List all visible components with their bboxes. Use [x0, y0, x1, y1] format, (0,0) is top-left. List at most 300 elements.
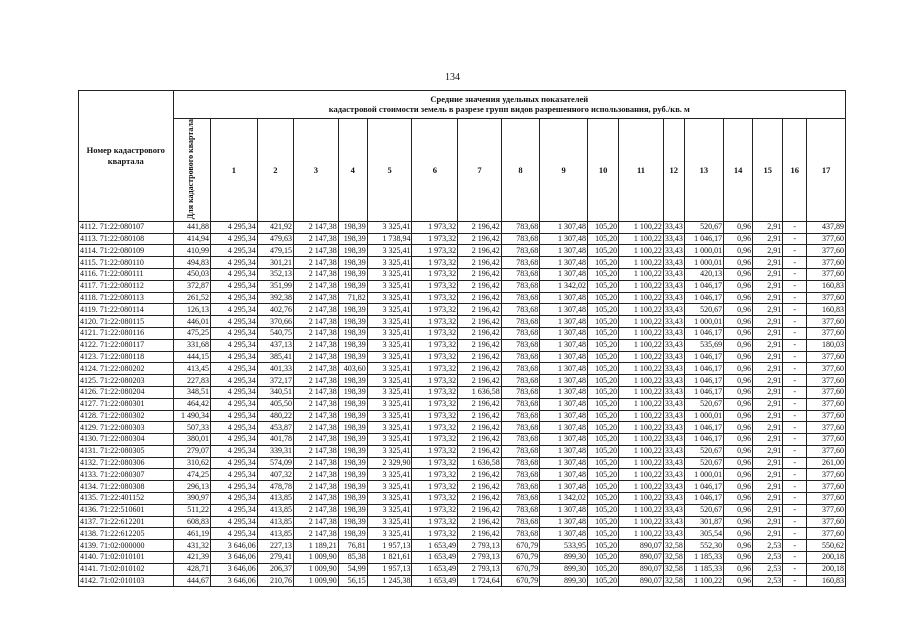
- value-cell: 2 147,38: [294, 528, 339, 540]
- value-cell: 494,83: [173, 257, 210, 269]
- value-cell: 377,60: [807, 292, 846, 304]
- value-cell: 1 973,32: [412, 375, 458, 387]
- value-cell: 0,96: [724, 386, 753, 398]
- value-cell: 2 196,42: [458, 280, 502, 292]
- value-cell: 126,13: [173, 304, 210, 316]
- value-cell: 105,20: [588, 469, 619, 481]
- value-cell: 0,96: [724, 410, 753, 422]
- value-cell: 1 973,32: [412, 434, 458, 446]
- value-cell: 0,96: [724, 304, 753, 316]
- value-cell: 4 295,34: [210, 493, 257, 505]
- value-cell: 0,96: [724, 469, 753, 481]
- value-cell: -: [783, 563, 807, 575]
- value-cell: 1 973,32: [412, 504, 458, 516]
- value-cell: 210,76: [257, 575, 293, 587]
- value-cell: 2 196,42: [458, 493, 502, 505]
- quarter-value-column-header: [173, 119, 210, 222]
- value-cell: -: [783, 493, 807, 505]
- value-cell: 2,91: [753, 516, 783, 528]
- value-cell: 4 295,34: [210, 257, 257, 269]
- value-cell: 339,31: [257, 445, 293, 457]
- value-cell: 1 342,02: [540, 280, 588, 292]
- value-cell: 2,91: [753, 292, 783, 304]
- value-cell: 1 100,22: [619, 316, 664, 328]
- value-cell: -: [783, 386, 807, 398]
- value-cell: 1 973,32: [412, 304, 458, 316]
- value-cell: -: [783, 221, 807, 233]
- value-cell: 2 196,42: [458, 410, 502, 422]
- value-cell: 2,91: [753, 434, 783, 446]
- value-cell: 552,30: [684, 540, 723, 552]
- value-cell: 2 196,42: [458, 375, 502, 387]
- value-cell: 2 147,38: [294, 221, 339, 233]
- column-number-header: 6: [412, 119, 458, 222]
- column-number-header: 1: [210, 119, 257, 222]
- value-cell: 1 185,33: [684, 552, 723, 564]
- value-cell: 1 973,32: [412, 292, 458, 304]
- value-cell: 33,43: [664, 517, 683, 527]
- value-cell: -: [783, 233, 807, 245]
- value-cell: -: [783, 363, 807, 375]
- value-cell: 2,91: [753, 481, 783, 493]
- value-cell: 3 325,41: [367, 493, 412, 505]
- value-cell: 198,39: [338, 268, 367, 280]
- value-cell: 1 973,32: [412, 316, 458, 328]
- value-cell: 2 147,38: [294, 268, 339, 280]
- value-cell: 428,71: [173, 563, 210, 575]
- value-cell: 479,15: [257, 245, 293, 257]
- value-cell: 2,91: [753, 422, 783, 434]
- value-cell: 1 653,49: [412, 552, 458, 564]
- value-cell: 33,43: [664, 363, 683, 373]
- column-number-header: 10: [588, 119, 619, 222]
- value-cell: 783,68: [501, 257, 539, 269]
- column-number-header: 3: [294, 119, 339, 222]
- value-cell: 2,53: [753, 575, 783, 587]
- table-row: [79, 457, 846, 469]
- value-cell: 1 245,38: [367, 575, 412, 587]
- value-cell: 348,51: [173, 386, 210, 398]
- value-cell: 1 307,48: [540, 516, 588, 528]
- value-cell: 507,33: [173, 422, 210, 434]
- value-cell: 33,43: [664, 222, 683, 232]
- value-cell: 783,68: [501, 316, 539, 328]
- value-cell: 413,85: [257, 516, 293, 528]
- value-cell: 670,79: [501, 575, 539, 587]
- value-cell: 380,01: [173, 434, 210, 446]
- value-cell: 890,07: [619, 563, 664, 575]
- value-cell: 3 325,41: [367, 516, 412, 528]
- table-row: [79, 481, 846, 493]
- value-cell: 783,68: [501, 528, 539, 540]
- value-cell: 2,91: [753, 221, 783, 233]
- value-cell: 105,20: [588, 257, 619, 269]
- value-cell: 479,63: [257, 233, 293, 245]
- value-cell: 2,53: [753, 563, 783, 575]
- value-cell: 4 295,34: [210, 516, 257, 528]
- value-cell: 2,91: [753, 327, 783, 339]
- value-cell: 1 973,32: [412, 268, 458, 280]
- table-row: [79, 422, 846, 434]
- value-cell: 2 147,38: [294, 457, 339, 469]
- value-cell: 1 973,32: [412, 363, 458, 375]
- value-cell: 2 147,38: [294, 257, 339, 269]
- value-cell: 2 196,42: [458, 398, 502, 410]
- value-cell: 198,39: [338, 422, 367, 434]
- quarter-number-cell: 4125. 71:22:080203: [79, 375, 174, 387]
- column-number-header: 15: [753, 119, 783, 222]
- value-cell: 377,60: [807, 245, 846, 257]
- value-cell: 3 325,41: [367, 410, 412, 422]
- value-cell: 0,96: [724, 575, 753, 587]
- value-cell: 783,68: [501, 221, 539, 233]
- column-number-header: 12: [663, 119, 684, 222]
- value-cell: 2,53: [753, 552, 783, 564]
- value-cell: 198,39: [338, 339, 367, 351]
- value-cell: 480,22: [257, 410, 293, 422]
- value-cell: 0,96: [724, 434, 753, 446]
- value-cell: 2,91: [753, 504, 783, 516]
- value-cell: 2 196,42: [458, 304, 502, 316]
- value-cell: 2 147,38: [294, 375, 339, 387]
- value-cell: -: [783, 445, 807, 457]
- value-cell: 2,91: [753, 280, 783, 292]
- value-cell: 33,43: [664, 505, 683, 515]
- value-cell: 2 196,42: [458, 528, 502, 540]
- value-cell: 1 100,22: [619, 339, 664, 351]
- value-cell: 2 196,42: [458, 445, 502, 457]
- value-cell: 2 196,42: [458, 504, 502, 516]
- table-row: [79, 434, 846, 446]
- value-cell: 1 307,48: [540, 316, 588, 328]
- value-cell: 2 196,42: [458, 316, 502, 328]
- table-row: [79, 245, 846, 257]
- quarter-number-cell: 4131. 71:22:080305: [79, 445, 174, 457]
- value-cell: 2 147,38: [294, 410, 339, 422]
- value-cell: 1 046,17: [684, 434, 723, 446]
- value-cell: 1 307,48: [540, 434, 588, 446]
- quarter-number-cell: 4127. 71:22:080301: [79, 398, 174, 410]
- value-cell: 1 046,17: [684, 493, 723, 505]
- value-cell: 2 196,42: [458, 422, 502, 434]
- value-cell: 4 295,34: [210, 221, 257, 233]
- value-cell: 1 100,22: [619, 386, 664, 398]
- value-cell: 0,96: [724, 327, 753, 339]
- value-cell: 2,91: [753, 528, 783, 540]
- value-cell: 160,83: [807, 280, 846, 292]
- value-cell: 1 973,32: [412, 445, 458, 457]
- value-cell: 33,43: [664, 292, 683, 302]
- value-cell: 1 636,58: [458, 386, 502, 398]
- value-cell: 3 325,41: [367, 245, 412, 257]
- value-cell: 670,79: [501, 552, 539, 564]
- table-row: [79, 316, 846, 328]
- value-cell: 2,91: [753, 386, 783, 398]
- table-row: [79, 540, 846, 552]
- value-cell: 2 147,38: [294, 233, 339, 245]
- value-cell: 453,87: [257, 422, 293, 434]
- value-cell: -: [783, 398, 807, 410]
- value-cell: 1 973,32: [412, 493, 458, 505]
- value-cell: 198,39: [338, 351, 367, 363]
- table-row: [79, 268, 846, 280]
- value-cell: 105,20: [588, 563, 619, 575]
- value-cell: 401,33: [257, 363, 293, 375]
- value-cell: 1 307,48: [540, 481, 588, 493]
- value-cell: 1 046,17: [684, 375, 723, 387]
- value-cell: 403,60: [338, 363, 367, 375]
- value-cell: 1 009,90: [294, 552, 339, 564]
- value-cell: 105,20: [588, 386, 619, 398]
- value-cell: 377,60: [807, 504, 846, 516]
- value-cell: 2 147,38: [294, 504, 339, 516]
- value-cell: -: [783, 268, 807, 280]
- value-cell: 461,19: [173, 528, 210, 540]
- column-number-header: 4: [338, 119, 367, 222]
- value-cell: 783,68: [501, 516, 539, 528]
- value-cell: 2 196,42: [458, 257, 502, 269]
- value-cell: 198,39: [338, 327, 367, 339]
- value-cell: 608,83: [173, 516, 210, 528]
- quarter-number-cell: 4134. 71:22:080308: [79, 481, 174, 493]
- value-cell: 3 325,41: [367, 481, 412, 493]
- value-cell: 4 295,34: [210, 528, 257, 540]
- value-cell: 783,68: [501, 504, 539, 516]
- quarter-number-cell: 4132. 71:22:080306: [79, 457, 174, 469]
- quarter-number-header: Номер кадастрового квартала: [79, 91, 174, 222]
- value-cell: -: [783, 434, 807, 446]
- value-cell: 105,20: [588, 327, 619, 339]
- value-cell: 3 325,41: [367, 304, 412, 316]
- quarter-number-cell: 4123. 71:22:080118: [79, 351, 174, 363]
- group-title-header: [173, 91, 845, 119]
- value-cell: 377,60: [807, 434, 846, 446]
- table-row: [79, 351, 846, 363]
- value-cell: 296,13: [173, 481, 210, 493]
- value-cell: 3 325,41: [367, 363, 412, 375]
- value-cell: 377,60: [807, 398, 846, 410]
- value-cell: 3 325,41: [367, 221, 412, 233]
- value-cell: 3 325,41: [367, 280, 412, 292]
- value-cell: 198,39: [338, 504, 367, 516]
- value-cell: 3 325,41: [367, 292, 412, 304]
- value-cell: 0,96: [724, 540, 753, 552]
- value-cell: 198,39: [338, 434, 367, 446]
- value-cell: -: [783, 245, 807, 257]
- value-cell: 2 196,42: [458, 351, 502, 363]
- value-cell: 1 973,32: [412, 481, 458, 493]
- value-cell: 377,60: [807, 410, 846, 422]
- value-cell: 105,20: [588, 363, 619, 375]
- value-cell: 475,25: [173, 327, 210, 339]
- value-cell: 402,76: [257, 304, 293, 316]
- value-cell: 1 973,32: [412, 386, 458, 398]
- quarter-value-column-label: Для кадастрового квартала: [186, 119, 196, 220]
- value-cell: -: [783, 528, 807, 540]
- value-cell: 0,96: [724, 351, 753, 363]
- value-cell: 420,13: [684, 268, 723, 280]
- value-cell: 1 973,32: [412, 528, 458, 540]
- value-cell: 407,32: [257, 469, 293, 481]
- value-cell: 105,20: [588, 351, 619, 363]
- value-cell: 1 046,17: [684, 422, 723, 434]
- value-cell: 351,99: [257, 280, 293, 292]
- value-cell: 1 307,48: [540, 221, 588, 233]
- value-cell: 520,67: [684, 398, 723, 410]
- value-cell: 1 307,48: [540, 339, 588, 351]
- value-cell: 1 307,48: [540, 410, 588, 422]
- value-cell: 1 307,48: [540, 528, 588, 540]
- table-row: [79, 493, 846, 505]
- column-number-header: 2: [257, 119, 293, 222]
- value-cell: 227,13: [257, 540, 293, 552]
- value-cell: 1 307,48: [540, 245, 588, 257]
- value-cell: 2 196,42: [458, 516, 502, 528]
- value-cell: 1 100,22: [619, 445, 664, 457]
- value-cell: 574,09: [257, 457, 293, 469]
- value-cell: 105,20: [588, 516, 619, 528]
- value-cell: 405,50: [257, 398, 293, 410]
- table-row: [79, 575, 846, 587]
- value-cell: -: [783, 575, 807, 587]
- value-cell: 1 100,22: [619, 493, 664, 505]
- value-cell: 1 000,01: [684, 316, 723, 328]
- value-cell: 3 646,06: [210, 563, 257, 575]
- value-cell: 180,03: [807, 339, 846, 351]
- value-cell: 331,68: [173, 339, 210, 351]
- value-cell: 370,66: [257, 316, 293, 328]
- value-cell: 1 307,48: [540, 386, 588, 398]
- value-cell: 1 000,01: [684, 257, 723, 269]
- value-cell: 1 100,22: [619, 351, 664, 363]
- value-cell: 1 307,48: [540, 375, 588, 387]
- value-cell: -: [783, 375, 807, 387]
- value-cell: 1 821,61: [367, 552, 412, 564]
- value-cell: 377,60: [807, 351, 846, 363]
- value-cell: 540,75: [257, 327, 293, 339]
- value-cell: 1 100,22: [619, 268, 664, 280]
- quarter-number-cell: 4115. 71:22:080110: [79, 257, 174, 269]
- value-cell: 3 325,41: [367, 268, 412, 280]
- quarter-number-cell: 4112. 71:22:080107: [79, 221, 174, 233]
- value-cell: 32,58: [664, 576, 683, 586]
- quarter-number-cell: 4116. 71:22:080111: [79, 268, 174, 280]
- column-number-header: 9: [540, 119, 588, 222]
- table-row: [79, 504, 846, 516]
- value-cell: 33,43: [664, 316, 683, 326]
- value-cell: 1 100,22: [619, 422, 664, 434]
- value-cell: 377,60: [807, 445, 846, 457]
- value-cell: 1 100,22: [619, 221, 664, 233]
- value-cell: 4 295,34: [210, 469, 257, 481]
- value-cell: 783,68: [501, 398, 539, 410]
- quarter-number-cell: 4142. 71:02:010103: [79, 575, 174, 587]
- value-cell: 2 196,42: [458, 481, 502, 493]
- value-cell: 431,32: [173, 540, 210, 552]
- value-cell: 4 295,34: [210, 339, 257, 351]
- value-cell: 1 973,32: [412, 398, 458, 410]
- value-cell: 3 325,41: [367, 528, 412, 540]
- quarter-number-cell: 4130. 71:22:080304: [79, 434, 174, 446]
- value-cell: 2 147,38: [294, 327, 339, 339]
- value-cell: 198,39: [338, 528, 367, 540]
- value-cell: 1 653,49: [412, 540, 458, 552]
- value-cell: 2,91: [753, 304, 783, 316]
- value-cell: 1 009,90: [294, 563, 339, 575]
- value-cell: 3 325,41: [367, 327, 412, 339]
- value-cell: -: [783, 516, 807, 528]
- value-cell: 1 100,22: [619, 304, 664, 316]
- value-cell: 1 490,34: [173, 410, 210, 422]
- quarter-number-cell: 4135. 71:22:401152: [79, 493, 174, 505]
- value-cell: 1 724,64: [458, 575, 502, 587]
- value-cell: 1 046,17: [684, 327, 723, 339]
- quarter-number-cell: 4114. 71:22:080109: [79, 245, 174, 257]
- value-cell: 1 185,33: [684, 563, 723, 575]
- table-row: [79, 469, 846, 481]
- table-row: [79, 445, 846, 457]
- value-cell: 535,69: [684, 339, 723, 351]
- value-cell: 377,60: [807, 493, 846, 505]
- value-cell: 33,43: [664, 469, 683, 479]
- value-cell: 105,20: [588, 552, 619, 564]
- value-cell: 2,91: [753, 445, 783, 457]
- column-number-header: 16: [783, 119, 807, 222]
- page-number: 134: [445, 72, 460, 83]
- value-cell: 33,43: [664, 481, 683, 491]
- value-cell: 1 000,01: [684, 410, 723, 422]
- value-cell: 511,22: [173, 504, 210, 516]
- value-cell: 1 307,48: [540, 445, 588, 457]
- value-cell: 1 973,32: [412, 410, 458, 422]
- value-cell: 105,20: [588, 245, 619, 257]
- quarter-number-cell: 4133. 71:22:080307: [79, 469, 174, 481]
- quarter-number-cell: 4124. 71:22:080202: [79, 363, 174, 375]
- value-cell: 0,96: [724, 504, 753, 516]
- table-row: [79, 410, 846, 422]
- value-cell: 279,07: [173, 445, 210, 457]
- value-cell: 444,67: [173, 575, 210, 587]
- value-cell: 783,68: [501, 339, 539, 351]
- value-cell: 4 295,34: [210, 292, 257, 304]
- value-cell: 198,39: [338, 316, 367, 328]
- value-cell: 2 793,13: [458, 552, 502, 564]
- value-cell: 377,60: [807, 422, 846, 434]
- value-cell: 372,17: [257, 375, 293, 387]
- value-cell: 4 295,34: [210, 386, 257, 398]
- value-cell: 2 147,38: [294, 493, 339, 505]
- value-cell: 410,99: [173, 245, 210, 257]
- value-cell: 2,91: [753, 363, 783, 375]
- value-cell: 33,43: [664, 434, 683, 444]
- value-cell: 310,62: [173, 457, 210, 469]
- value-cell: 520,67: [684, 221, 723, 233]
- value-cell: 2 196,42: [458, 292, 502, 304]
- value-cell: 33,43: [664, 245, 683, 255]
- value-cell: 261,52: [173, 292, 210, 304]
- value-cell: 783,68: [501, 245, 539, 257]
- table-row: [79, 563, 846, 575]
- value-cell: 198,39: [338, 304, 367, 316]
- value-cell: 2 147,38: [294, 398, 339, 410]
- value-cell: 783,68: [501, 351, 539, 363]
- value-cell: 2 196,42: [458, 327, 502, 339]
- value-cell: 1 307,48: [540, 304, 588, 316]
- value-cell: 2,91: [753, 339, 783, 351]
- value-cell: 2 147,38: [294, 280, 339, 292]
- value-cell: 198,39: [338, 445, 367, 457]
- value-cell: 377,60: [807, 268, 846, 280]
